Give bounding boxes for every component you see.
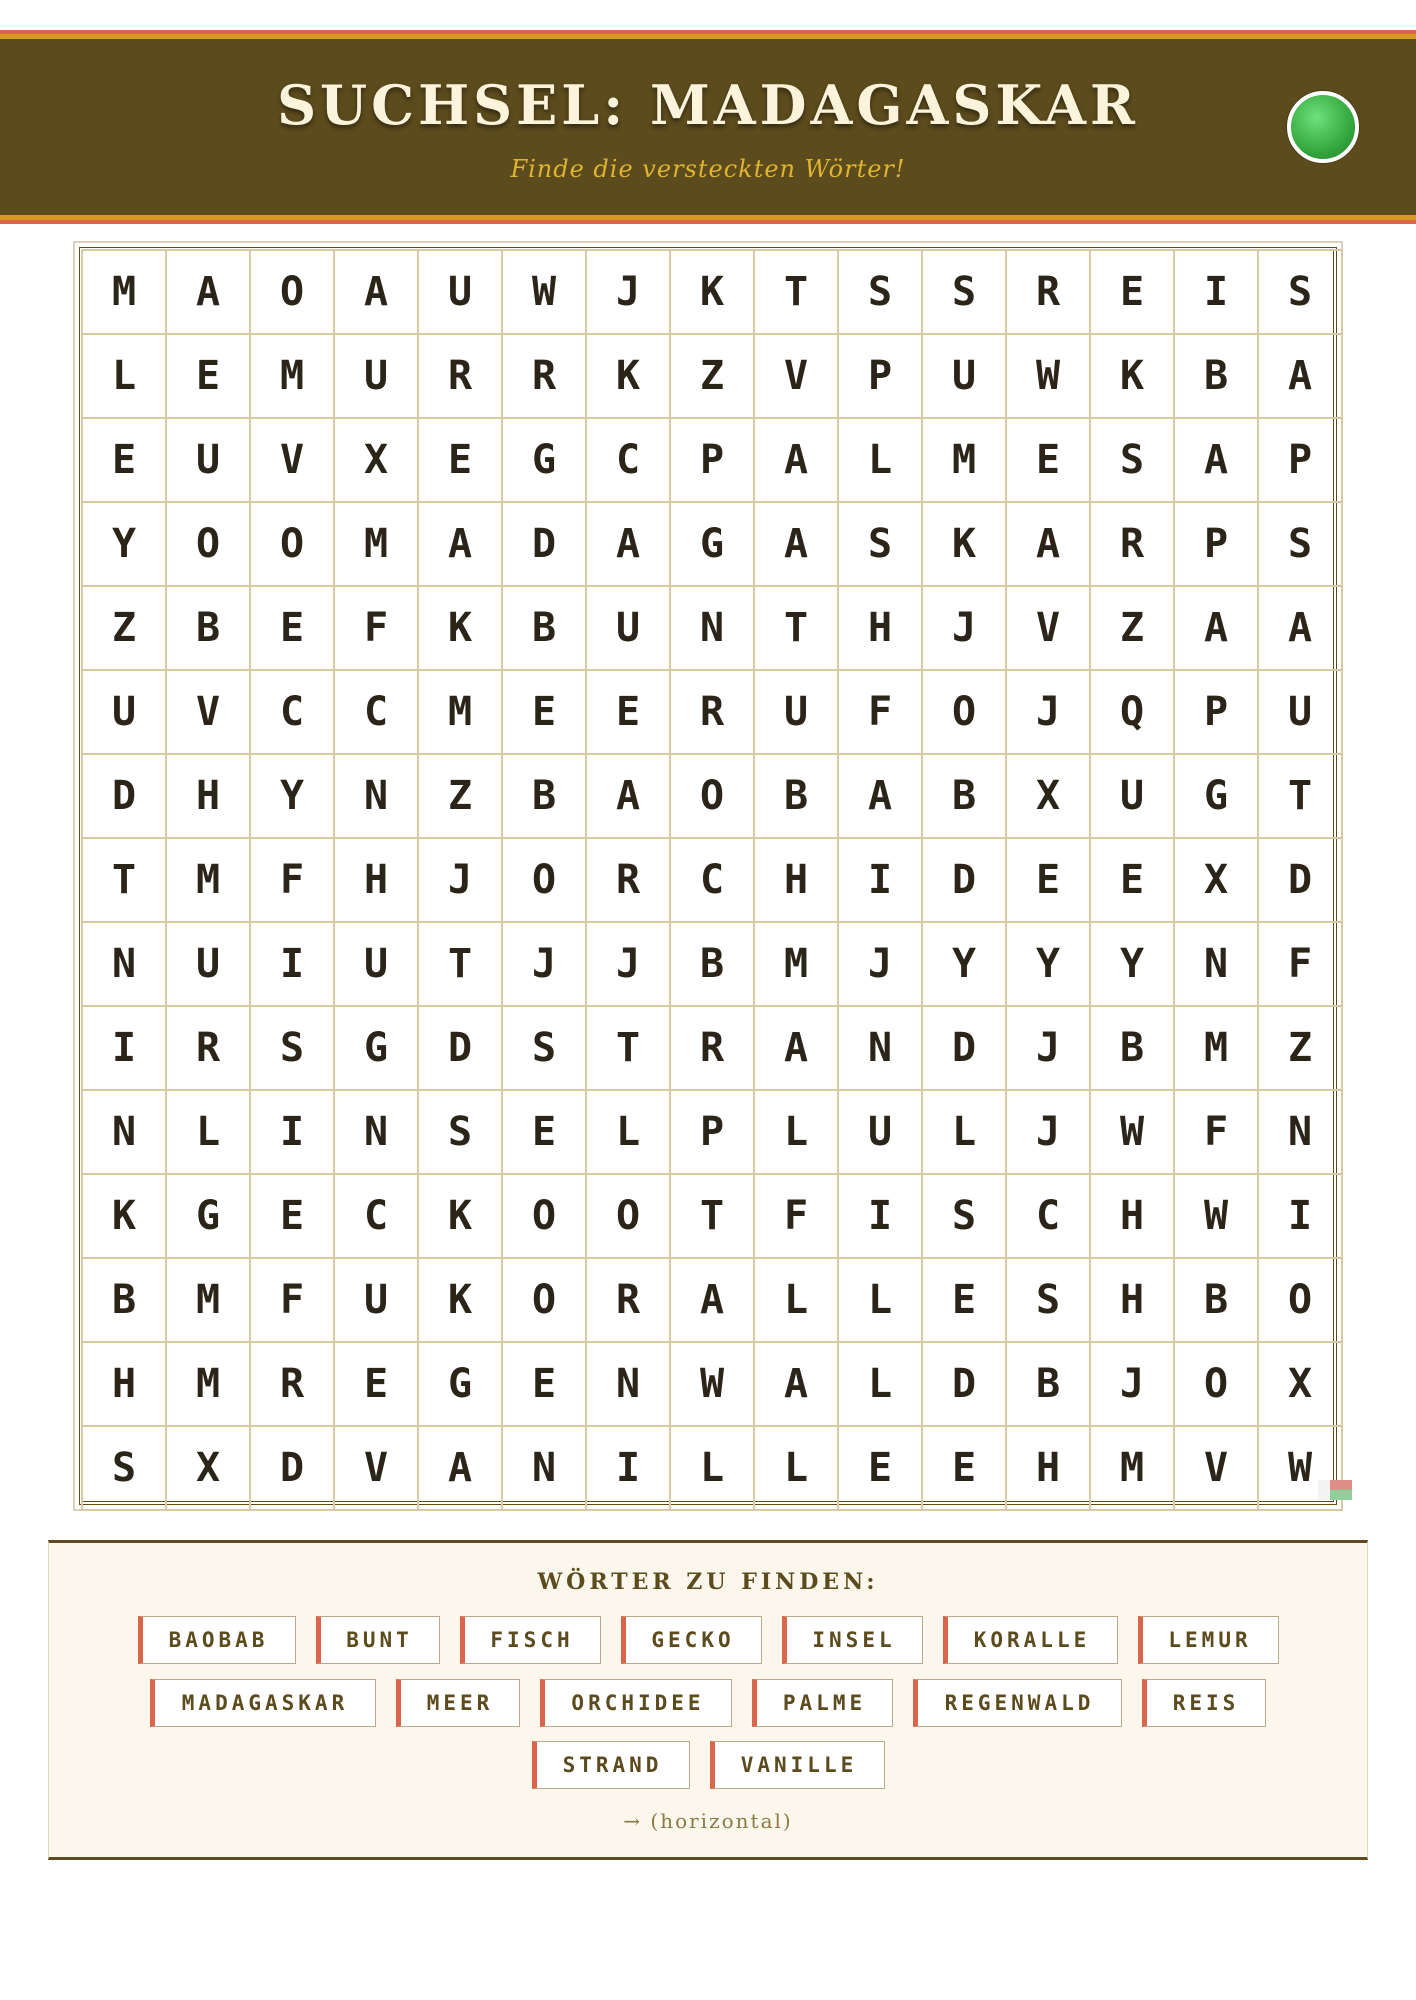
- grid-cell[interactable]: U: [167, 419, 251, 503]
- grid-cell[interactable]: L: [83, 335, 167, 419]
- grid-cell[interactable]: M: [755, 923, 839, 1007]
- grid-cell[interactable]: U: [755, 671, 839, 755]
- grid-cell[interactable]: P: [839, 335, 923, 419]
- grid-cell[interactable]: U: [167, 923, 251, 1007]
- grid-cell[interactable]: U: [419, 251, 503, 335]
- grid-cell[interactable]: U: [923, 335, 1007, 419]
- grid-cell[interactable]: G: [1175, 755, 1259, 839]
- grid-cell[interactable]: Z: [419, 755, 503, 839]
- grid-cell[interactable]: X: [1007, 755, 1091, 839]
- grid-cell[interactable]: X: [167, 1427, 251, 1511]
- word-chip: INSEL: [782, 1616, 923, 1664]
- grid-cell[interactable]: K: [923, 503, 1007, 587]
- word-chip: GECKO: [621, 1616, 762, 1664]
- grid-cell[interactable]: W: [671, 1343, 755, 1427]
- grid-cell[interactable]: Y: [251, 755, 335, 839]
- grid-cell[interactable]: J: [1007, 1091, 1091, 1175]
- grid-cell[interactable]: N: [587, 1343, 671, 1427]
- grid-cell[interactable]: G: [335, 1007, 419, 1091]
- grid-cell[interactable]: N: [503, 1427, 587, 1511]
- grid-cell[interactable]: N: [335, 1091, 419, 1175]
- grid-cell[interactable]: K: [419, 587, 503, 671]
- grid-cell[interactable]: I: [1175, 251, 1259, 335]
- direction-note: → (horizontal): [623, 1809, 793, 1833]
- grid-cell[interactable]: J: [1007, 1007, 1091, 1091]
- grid-cell[interactable]: B: [1007, 1343, 1091, 1427]
- grid-cell[interactable]: K: [587, 335, 671, 419]
- grid-cell[interactable]: J: [419, 839, 503, 923]
- grid-cell[interactable]: E: [167, 335, 251, 419]
- grid-cell[interactable]: E: [83, 419, 167, 503]
- grid-cell[interactable]: H: [335, 839, 419, 923]
- grid-cell[interactable]: J: [923, 587, 1007, 671]
- grid-cell[interactable]: F: [335, 587, 419, 671]
- grid-cell[interactable]: L: [671, 1427, 755, 1511]
- grid-cell[interactable]: O: [251, 503, 335, 587]
- grid-cell[interactable]: E: [419, 419, 503, 503]
- letter-grid: [81, 249, 1343, 1511]
- grid-cell[interactable]: D: [503, 503, 587, 587]
- grid-cell[interactable]: M: [1175, 1007, 1259, 1091]
- grid-cell[interactable]: F: [755, 1175, 839, 1259]
- grid-cell[interactable]: A: [419, 1427, 503, 1511]
- grid-cell[interactable]: A: [1175, 587, 1259, 671]
- grid-cell[interactable]: S: [1259, 251, 1343, 335]
- grid-cell[interactable]: E: [503, 1091, 587, 1175]
- grid-cell[interactable]: M: [167, 839, 251, 923]
- grid-cell[interactable]: K: [419, 1175, 503, 1259]
- grid-cell[interactable]: P: [1175, 671, 1259, 755]
- grid-cell[interactable]: Z: [1091, 587, 1175, 671]
- grid-cell[interactable]: K: [83, 1175, 167, 1259]
- grid-cell[interactable]: E: [923, 1427, 1007, 1511]
- grid-cell[interactable]: C: [587, 419, 671, 503]
- grid-cell[interactable]: M: [923, 419, 1007, 503]
- grid-cell[interactable]: E: [1007, 839, 1091, 923]
- word-chip: REIS: [1142, 1679, 1266, 1727]
- grid-cell[interactable]: B: [755, 755, 839, 839]
- grid-cell[interactable]: P: [671, 419, 755, 503]
- grid-cell[interactable]: L: [923, 1091, 1007, 1175]
- grid-cell[interactable]: Z: [1259, 1007, 1343, 1091]
- word-row: [49, 1741, 1367, 1789]
- word-row: [49, 1679, 1367, 1727]
- grid-cell[interactable]: U: [83, 671, 167, 755]
- grid-cell[interactable]: C: [671, 839, 755, 923]
- grid-cell[interactable]: B: [503, 755, 587, 839]
- grid-cell[interactable]: L: [587, 1091, 671, 1175]
- grid-cell[interactable]: R: [671, 671, 755, 755]
- grid-cell[interactable]: A: [839, 755, 923, 839]
- grid-cell[interactable]: J: [839, 923, 923, 1007]
- grid-cell[interactable]: U: [839, 1091, 923, 1175]
- grid-cell[interactable]: F: [1259, 923, 1343, 1007]
- grid-cell[interactable]: T: [755, 251, 839, 335]
- grid-cell[interactable]: B: [923, 755, 1007, 839]
- grid-cell[interactable]: G: [419, 1343, 503, 1427]
- grid-cell[interactable]: J: [587, 251, 671, 335]
- grid-cell[interactable]: U: [335, 335, 419, 419]
- grid-cell[interactable]: R: [419, 335, 503, 419]
- grid-cell[interactable]: F: [839, 671, 923, 755]
- grid-cell[interactable]: W: [503, 251, 587, 335]
- word-chip: BAOBAB: [138, 1616, 296, 1664]
- page-title: SUCHSEL: MADAGASKAR: [277, 73, 1139, 137]
- grid-cell[interactable]: I: [587, 1427, 671, 1511]
- grid-cell[interactable]: M: [335, 503, 419, 587]
- grid-cell[interactable]: U: [587, 587, 671, 671]
- title-banner: [0, 34, 1416, 220]
- grid-cell[interactable]: I: [1259, 1175, 1343, 1259]
- word-chip: ORCHIDEE: [540, 1679, 732, 1727]
- grid-cell[interactable]: R: [1007, 251, 1091, 335]
- grid-cell[interactable]: B: [1175, 335, 1259, 419]
- grid-cell[interactable]: H: [839, 587, 923, 671]
- grid-cell[interactable]: C: [335, 1175, 419, 1259]
- grid-cell[interactable]: R: [671, 1007, 755, 1091]
- grid-cell[interactable]: R: [1091, 503, 1175, 587]
- grid-cell[interactable]: A: [1175, 419, 1259, 503]
- grid-cell[interactable]: A: [587, 755, 671, 839]
- grid-cell[interactable]: V: [755, 335, 839, 419]
- grid-cell[interactable]: O: [1175, 1343, 1259, 1427]
- grid-cell[interactable]: M: [83, 251, 167, 335]
- grid-cell[interactable]: S: [1259, 503, 1343, 587]
- grid-cell[interactable]: D: [251, 1427, 335, 1511]
- grid-cell[interactable]: O: [923, 671, 1007, 755]
- grid-cell[interactable]: B: [1175, 1259, 1259, 1343]
- word-chip: VANILLE: [710, 1741, 885, 1789]
- grid-cell[interactable]: N: [671, 587, 755, 671]
- grid-cell[interactable]: D: [83, 755, 167, 839]
- grid-cell[interactable]: J: [1091, 1343, 1175, 1427]
- grid-cell[interactable]: H: [1091, 1259, 1175, 1343]
- grid-cell[interactable]: L: [755, 1091, 839, 1175]
- grid-cell[interactable]: B: [503, 587, 587, 671]
- grid-cell[interactable]: U: [335, 1259, 419, 1343]
- word-chip: PALME: [752, 1679, 893, 1727]
- grid-cell[interactable]: T: [1259, 755, 1343, 839]
- grid-cell[interactable]: W: [1007, 335, 1091, 419]
- word-chip: MADAGASKAR: [150, 1679, 376, 1727]
- grid-cell[interactable]: O: [503, 839, 587, 923]
- grid-cell[interactable]: K: [1091, 335, 1175, 419]
- grid-cell[interactable]: A: [587, 503, 671, 587]
- grid-cell[interactable]: S: [923, 251, 1007, 335]
- grid-cell[interactable]: A: [335, 251, 419, 335]
- grid-cell[interactable]: G: [671, 503, 755, 587]
- grid-cell[interactable]: L: [839, 1343, 923, 1427]
- grid-cell[interactable]: F: [251, 839, 335, 923]
- grid-cell[interactable]: K: [671, 251, 755, 335]
- word-list-heading: WÖRTER ZU FINDEN:: [537, 1569, 879, 1595]
- grid-cell[interactable]: S: [1091, 419, 1175, 503]
- grid-cell[interactable]: L: [755, 1427, 839, 1511]
- grid-cell[interactable]: H: [1091, 1175, 1175, 1259]
- grid-cell[interactable]: X: [1175, 839, 1259, 923]
- grid-cell[interactable]: O: [1259, 1259, 1343, 1343]
- word-row: [49, 1616, 1367, 1664]
- grid-cell[interactable]: J: [1007, 671, 1091, 755]
- grid-cell[interactable]: P: [1259, 419, 1343, 503]
- grid-cell[interactable]: I: [83, 1007, 167, 1091]
- grid-cell[interactable]: A: [755, 419, 839, 503]
- grid-cell[interactable]: S: [839, 503, 923, 587]
- grid-cell[interactable]: R: [587, 1259, 671, 1343]
- grid-cell[interactable]: S: [1007, 1259, 1091, 1343]
- grid-cell[interactable]: B: [1091, 1007, 1175, 1091]
- grid-cell[interactable]: H: [755, 839, 839, 923]
- grid-cell[interactable]: U: [1259, 671, 1343, 755]
- grid-cell[interactable]: V: [1007, 587, 1091, 671]
- grid-cell[interactable]: A: [755, 1343, 839, 1427]
- word-chip: MEER: [396, 1679, 520, 1727]
- grid-cell[interactable]: J: [503, 923, 587, 1007]
- status-indicator-icon: [1287, 91, 1359, 163]
- grid-cell[interactable]: M: [251, 335, 335, 419]
- grid-cell[interactable]: R: [503, 335, 587, 419]
- grid-cell[interactable]: O: [167, 503, 251, 587]
- grid-cell[interactable]: I: [251, 1091, 335, 1175]
- grid-cell[interactable]: M: [419, 671, 503, 755]
- grid-cell[interactable]: E: [587, 671, 671, 755]
- grid-cell[interactable]: S: [503, 1007, 587, 1091]
- grid-cell[interactable]: W: [1091, 1091, 1175, 1175]
- grid-cell[interactable]: A: [167, 251, 251, 335]
- grid-cell[interactable]: L: [839, 1259, 923, 1343]
- grid-cell[interactable]: T: [671, 1175, 755, 1259]
- page-subtitle: Finde die versteckten Wörter!: [510, 155, 906, 183]
- grid-cell[interactable]: A: [755, 503, 839, 587]
- grid-cell[interactable]: N: [1259, 1091, 1343, 1175]
- grid-cell[interactable]: L: [839, 419, 923, 503]
- grid-cell[interactable]: T: [587, 1007, 671, 1091]
- word-list-panel: [48, 1540, 1368, 1860]
- word-chip: LEMUR: [1138, 1616, 1279, 1664]
- grid-cell[interactable]: A: [1007, 503, 1091, 587]
- word-chip: FISCH: [460, 1616, 601, 1664]
- grid-cell[interactable]: J: [587, 923, 671, 1007]
- grid-cell[interactable]: E: [251, 587, 335, 671]
- grid-cell[interactable]: D: [923, 1343, 1007, 1427]
- grid-cell[interactable]: W: [1259, 1427, 1343, 1511]
- grid-cell[interactable]: B: [671, 923, 755, 1007]
- grid-cell[interactable]: N: [839, 1007, 923, 1091]
- grid-cell[interactable]: E: [1091, 839, 1175, 923]
- grid-cell[interactable]: L: [167, 1091, 251, 1175]
- grid-cell[interactable]: A: [1259, 587, 1343, 671]
- grid-cell[interactable]: S: [251, 1007, 335, 1091]
- grid-cell[interactable]: I: [839, 1175, 923, 1259]
- grid-cell[interactable]: O: [671, 755, 755, 839]
- grid-cell[interactable]: M: [1091, 1427, 1175, 1511]
- grid-cell[interactable]: P: [671, 1091, 755, 1175]
- grid-cell[interactable]: D: [923, 839, 1007, 923]
- grid-cell[interactable]: H: [1007, 1427, 1091, 1511]
- word-chip: STRAND: [532, 1741, 690, 1789]
- grid-cell[interactable]: H: [83, 1343, 167, 1427]
- grid-cell[interactable]: X: [1259, 1343, 1343, 1427]
- grid-cell[interactable]: O: [251, 251, 335, 335]
- grid-cell[interactable]: X: [335, 419, 419, 503]
- grid-cell[interactable]: Y: [923, 923, 1007, 1007]
- grid-cell[interactable]: D: [923, 1007, 1007, 1091]
- word-chip: BUNT: [316, 1616, 440, 1664]
- grid-cell[interactable]: D: [419, 1007, 503, 1091]
- grid-cell[interactable]: O: [503, 1259, 587, 1343]
- grid-cell[interactable]: V: [251, 419, 335, 503]
- word-chip: KORALLE: [943, 1616, 1118, 1664]
- grid-cell[interactable]: G: [503, 419, 587, 503]
- grid-cell[interactable]: C: [335, 671, 419, 755]
- grid-cell[interactable]: B: [167, 587, 251, 671]
- grid-cell[interactable]: S: [923, 1175, 1007, 1259]
- grid-cell[interactable]: V: [335, 1427, 419, 1511]
- grid-cell[interactable]: S: [419, 1091, 503, 1175]
- grid-cell[interactable]: S: [839, 251, 923, 335]
- grid-cell[interactable]: E: [923, 1259, 1007, 1343]
- grid-cell[interactable]: E: [503, 671, 587, 755]
- grid-cell[interactable]: T: [755, 587, 839, 671]
- grid-cell[interactable]: C: [251, 671, 335, 755]
- grid-cell[interactable]: H: [167, 755, 251, 839]
- grid-cell[interactable]: E: [1091, 251, 1175, 335]
- grid-cell[interactable]: M: [167, 1259, 251, 1343]
- word-chip: REGENWALD: [913, 1679, 1122, 1727]
- grid-cell[interactable]: S: [83, 1427, 167, 1511]
- grid-cell[interactable]: G: [167, 1175, 251, 1259]
- grid-cell[interactable]: P: [1175, 503, 1259, 587]
- grid-cell[interactable]: U: [335, 923, 419, 1007]
- grid-cell[interactable]: Q: [1091, 671, 1175, 755]
- grid-cell[interactable]: B: [83, 1259, 167, 1343]
- grid-cell[interactable]: O: [503, 1175, 587, 1259]
- grid-cell[interactable]: K: [419, 1259, 503, 1343]
- grid-cell[interactable]: A: [1259, 335, 1343, 419]
- grid-cell[interactable]: C: [1007, 1175, 1091, 1259]
- grid-cell[interactable]: R: [587, 839, 671, 923]
- grid-cell[interactable]: A: [671, 1259, 755, 1343]
- grid-cell[interactable]: A: [755, 1007, 839, 1091]
- grid-cell[interactable]: A: [419, 503, 503, 587]
- grid-cell[interactable]: E: [335, 1343, 419, 1427]
- grid-cell[interactable]: O: [587, 1175, 671, 1259]
- grid-cell[interactable]: U: [1091, 755, 1175, 839]
- grid-cell[interactable]: T: [419, 923, 503, 1007]
- grid-cell[interactable]: Y: [83, 503, 167, 587]
- grid-cell[interactable]: N: [1175, 923, 1259, 1007]
- madagascar-flag-icon: [1318, 1480, 1352, 1500]
- grid-cell[interactable]: I: [839, 839, 923, 923]
- grid-cell[interactable]: N: [83, 1091, 167, 1175]
- grid-cell[interactable]: N: [83, 923, 167, 1007]
- grid-cell[interactable]: Y: [1091, 923, 1175, 1007]
- grid-cell[interactable]: F: [251, 1259, 335, 1343]
- grid-cell[interactable]: M: [167, 1343, 251, 1427]
- grid-cell[interactable]: I: [251, 923, 335, 1007]
- grid-cell[interactable]: L: [755, 1259, 839, 1343]
- grid-cell[interactable]: R: [251, 1343, 335, 1427]
- grid-cell[interactable]: W: [1175, 1175, 1259, 1259]
- grid-cell[interactable]: Y: [1007, 923, 1091, 1007]
- grid-cell[interactable]: F: [1175, 1091, 1259, 1175]
- grid-cell[interactable]: N: [335, 755, 419, 839]
- grid-cell[interactable]: R: [167, 1007, 251, 1091]
- grid-cell[interactable]: T: [83, 839, 167, 923]
- grid-cell[interactable]: D: [1259, 839, 1343, 923]
- grid-cell[interactable]: V: [1175, 1427, 1259, 1511]
- grid-cell[interactable]: V: [167, 671, 251, 755]
- grid-cell[interactable]: Z: [83, 587, 167, 671]
- grid-cell[interactable]: Z: [671, 335, 755, 419]
- grid-cell[interactable]: E: [251, 1175, 335, 1259]
- grid-cell[interactable]: E: [839, 1427, 923, 1511]
- grid-cell[interactable]: E: [1007, 419, 1091, 503]
- grid-cell[interactable]: E: [503, 1343, 587, 1427]
